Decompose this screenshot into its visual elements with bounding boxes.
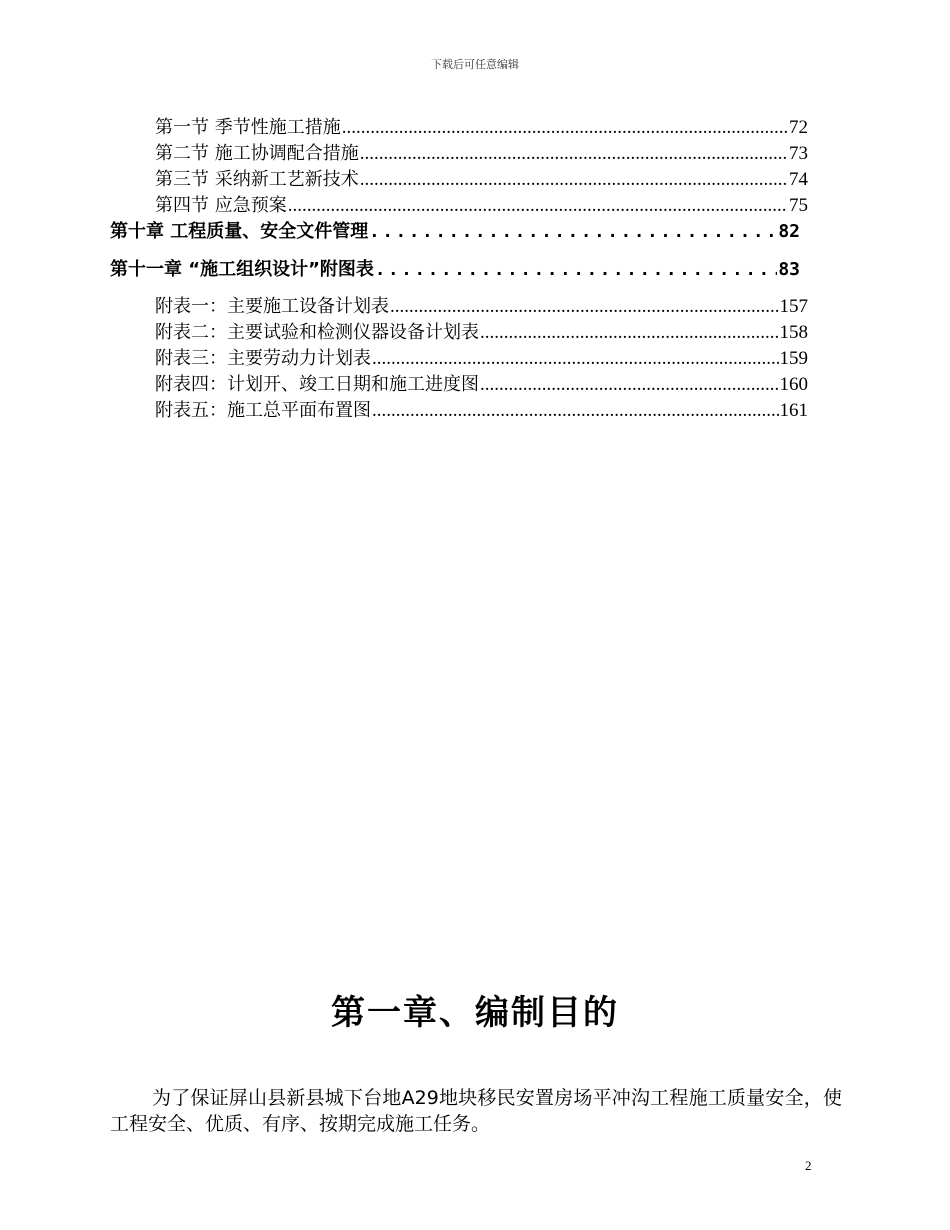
body-paragraph: 为了保证屏山县新县城下台地A29地块移民安置房场平冲沟工程施工质量安全，使工程安全、优质、有序、按期完成施工任务。 — [110, 1087, 842, 1135]
toc-entry[interactable] — [155, 113, 808, 139]
page-number: 2 — [805, 1158, 812, 1173]
toc-entry-label: 附表五：施工总平面布置图 — [155, 400, 371, 421]
toc-leader-dots — [372, 348, 779, 370]
toc-chapter-page: 82 — [778, 221, 800, 242]
toc-entry-label: 附表一：主要施工设备计划表 — [155, 296, 389, 317]
toc-entry-label: 附表四：计划开、竣工日期和施工进度图 — [155, 374, 479, 395]
toc-entry[interactable] — [155, 396, 808, 422]
toc-leader-dots — [342, 117, 788, 139]
toc-entry-page: 159 — [779, 348, 808, 369]
toc-entry-label: 第二节 施工协调配合措施 — [155, 143, 359, 164]
toc-leader-dots — [390, 296, 779, 318]
toc-chapter-entry[interactable] — [110, 255, 800, 283]
toc-leader-dots — [360, 143, 788, 165]
toc-entry-label: 第一节 季节性施工措施 — [155, 117, 341, 138]
toc-entry[interactable] — [155, 139, 808, 165]
toc-entry-page: 75 — [789, 195, 808, 216]
toc-entry-page: 74 — [789, 169, 808, 190]
toc-entry[interactable] — [155, 165, 808, 191]
toc-entry-page: 72 — [789, 117, 808, 138]
toc-entry-label: 第四节 应急预案 — [155, 195, 287, 216]
toc-entry[interactable] — [155, 318, 808, 344]
toc-entry-label: 附表三：主要劳动力计划表 — [155, 348, 371, 369]
toc-leader-dots — [480, 322, 779, 344]
toc-leader-dots — [480, 374, 779, 396]
toc-entry[interactable] — [155, 370, 808, 396]
chapter-heading: 第一章、编制目的 — [331, 993, 619, 1033]
toc-entry-label: 附表二：主要试验和检测仪器设备计划表 — [155, 322, 479, 343]
toc-chapter-page: 83 — [778, 259, 800, 280]
toc-entry[interactable] — [155, 292, 808, 318]
toc-chapter-label: 第十一章 “施工组织设计”附图表 — [110, 259, 374, 280]
toc-entry-page: 158 — [779, 322, 808, 343]
toc-entry-page: 160 — [779, 374, 808, 395]
toc-entry-page: 157 — [779, 296, 808, 317]
header-note: 下载后可任意编辑 — [431, 58, 519, 71]
toc-entry[interactable] — [155, 191, 808, 217]
toc-entry-label: 第三节 采纳新工艺新技术 — [155, 169, 359, 190]
toc-entry-page: 161 — [779, 400, 808, 421]
toc-leader-dots — [360, 169, 788, 191]
toc-leader-dots — [375, 260, 777, 280]
toc-chapter-entry[interactable] — [110, 217, 800, 245]
toc-entry-page: 73 — [789, 143, 808, 164]
toc-leader-dots — [288, 195, 788, 217]
toc-leader-dots — [369, 222, 777, 242]
toc-entry[interactable] — [155, 344, 808, 370]
toc-chapter-label: 第十章 工程质量、安全文件管理 — [110, 221, 369, 242]
toc-leader-dots — [372, 400, 779, 422]
